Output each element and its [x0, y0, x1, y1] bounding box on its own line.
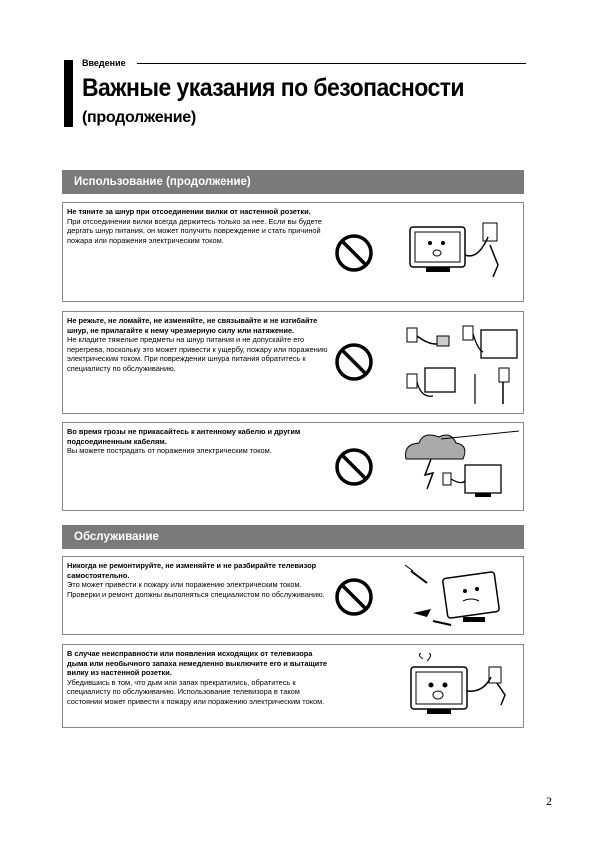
- warning-body: Это может привести к пожару или поражению электрическим током. Проверки и ремонт должны выполняться специалистом по обслуживанию.: [67, 580, 325, 599]
- warning-heading: Никогда не ремонтируйте, не изменяйте и не разбирайте телевизор самостоятельно.: [67, 561, 317, 580]
- prohibition-icon: [334, 577, 374, 617]
- cord-damage-illustration-icon: [403, 318, 521, 408]
- section-label: Введение: [82, 58, 126, 68]
- warning-heading: Во время грозы не прикасайтесь к антенному кабелю и другим подсоединенным кабелям.: [67, 427, 301, 446]
- header-rule: [137, 63, 526, 64]
- warning-body: При отсоединении вилки всегда держитесь только за нее. Если вы будете дергать шнур питания, он может получить повреждение и стать причиной пожара или поражения электрическим током.: [67, 216, 322, 245]
- title-accent-bar: [64, 60, 73, 127]
- warning-box: [62, 644, 524, 728]
- warning-box: [62, 422, 524, 511]
- page-number: 2: [546, 794, 552, 808]
- warning-body: Вы можете пострадать от поражения электрическим током.: [67, 446, 272, 456]
- tv-smoke-illustration-icon: [405, 653, 520, 723]
- thunderstorm-illustration-icon: [401, 429, 521, 507]
- warning-text: [67, 649, 329, 707]
- warning-box: [62, 202, 524, 302]
- warning-body: Не кладите тяжелые предметы на шнур питания и не допускайте его перегрева, поскольку это может привести к ущербу, пожару или поражению электрическим током. При повреждении шнура питания обратитесь к специалисту по обслуживанию.: [67, 335, 328, 373]
- warning-box: [62, 556, 524, 635]
- warning-box: [62, 311, 524, 414]
- warning-heading: Не тяните за шнур при отсоединении вилки от настенной розетки.: [67, 207, 311, 216]
- page-title: Важные указания по безопасности: [82, 74, 465, 102]
- warning-text: [67, 427, 329, 456]
- warning-text: [67, 561, 329, 599]
- section-band-service: Обслуживание: [62, 525, 524, 549]
- prohibition-icon: [334, 342, 374, 382]
- warning-body: Убедившись в том, что дым или запах прекратились, обратитесь к специалисту по обслуживанию. Использование телевизора в таком состоянии может привести к пожару или поражению электрическим током.: [67, 677, 325, 706]
- page-subtitle: (продолжение): [82, 109, 196, 126]
- section-band-usage: Использование (продолжение): [62, 170, 524, 194]
- prohibition-icon: [334, 233, 374, 273]
- warning-text: [67, 207, 329, 245]
- warning-text: [67, 316, 329, 374]
- warning-heading: В случае неисправности или появления исходящих от телевизора дыма или необычного запаха немедленно выключите его и вытащите вилку из настенной розетки.: [67, 649, 327, 678]
- warning-heading: Не режьте, не ломайте, не изменяйте, не связывайте и не изгибайте шнур, не прилагайте к нему чрезмерную силу или натяжение.: [67, 316, 318, 335]
- tv-repair-illustration-icon: [403, 561, 518, 633]
- prohibition-icon: [334, 447, 374, 487]
- tv-unplug-illustration-icon: [408, 215, 513, 285]
